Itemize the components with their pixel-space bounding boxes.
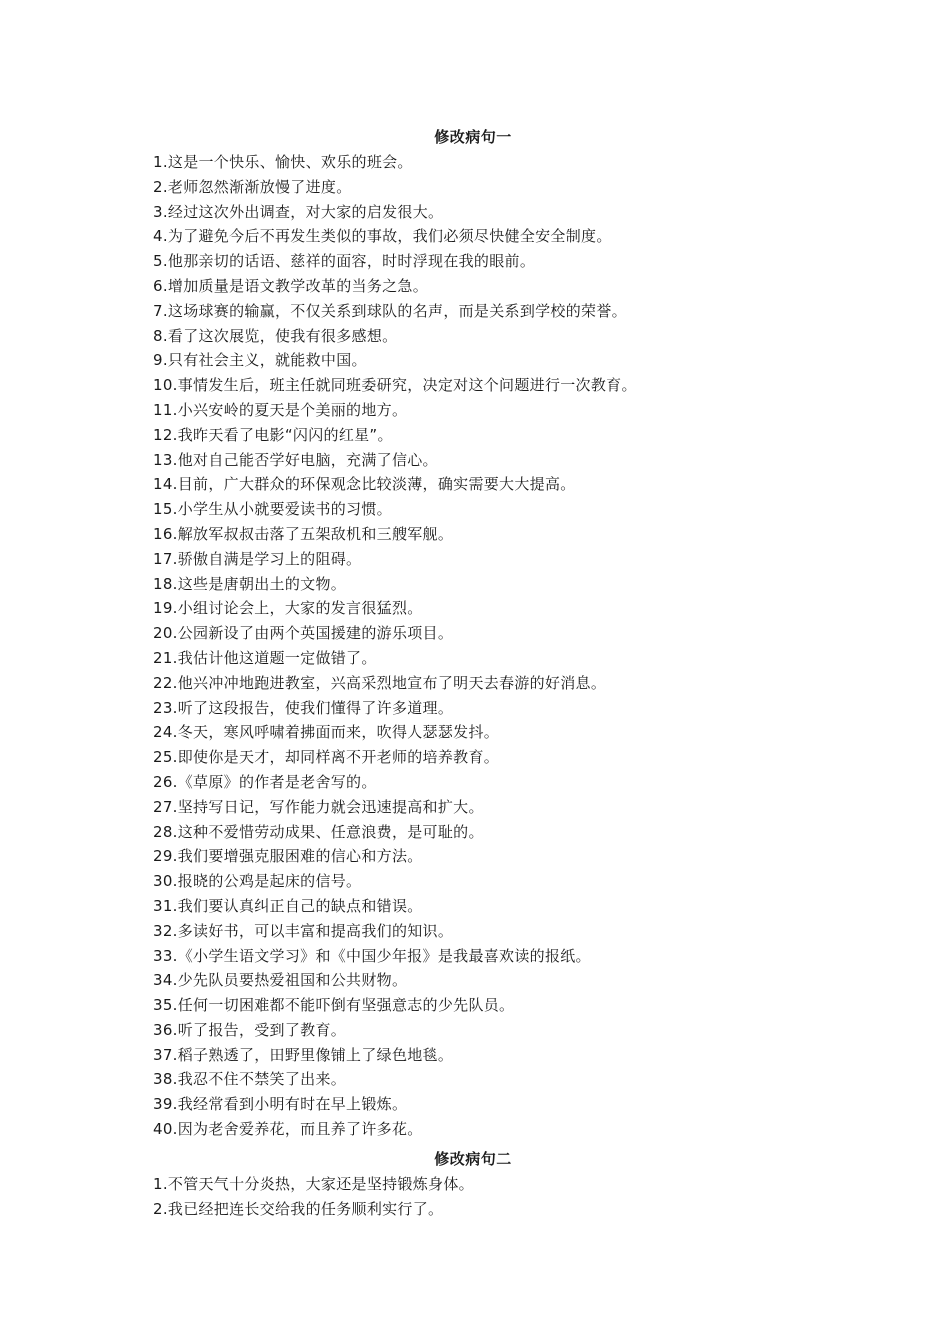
sentence-item: 6.增加质量是语文教学改革的当务之急。: [153, 276, 429, 295]
sentence-item: 13.他对自己能否学好电脑，充满了信心。: [153, 450, 438, 469]
sentence-item: 14.目前，广大群众的环保观念比较淡薄，确实需要大大提高。: [153, 475, 576, 494]
sentence-item: 21.我估计他这道题一定做错了。: [153, 648, 377, 667]
sentence-item: 12.我昨天看了电影“闪闪的红星”。: [153, 425, 393, 444]
sentence-list-1: [153, 150, 793, 1142]
sentence-item: 8.看了这次展览，使我有很多感想。: [153, 326, 398, 345]
sentence-item: 2.老师忽然渐渐放慢了进度。: [153, 177, 352, 196]
sentence-item: 31.我们要认真纠正自己的缺点和错误。: [153, 896, 423, 915]
sentence-item: 3.经过这次外出调查，对大家的启发很大。: [153, 202, 444, 221]
sentence-item: 1.这是一个快乐、愉快、欢乐的班会。: [153, 153, 413, 171]
sentence-item: 17.骄傲自满是学习上的阻碍。: [153, 549, 362, 568]
sentence-item: 10.事情发生后，班主任就同班委研究，决定对这个问题进行一次教育。: [153, 376, 637, 395]
sentence-item: 33.《小学生语文学习》和《中国少年报》是我最喜欢读的报纸。: [153, 946, 591, 965]
sentence-item: 25.即使你是天才，却同样离不开老师的培养教育。: [153, 748, 500, 767]
sentence-item: 34.少先队员要热爱祖国和公共财物。: [153, 971, 408, 990]
sentence-item: 22.他兴冲冲地跑进教室，兴高采烈地宣布了明天去春游的好消息。: [153, 673, 607, 692]
sentence-item: 23.听了这段报告，使我们懂得了许多道理。: [153, 698, 454, 717]
sentence-item: 15.小学生从小就要爱读书的习惯。: [153, 500, 392, 519]
sentence-item: 5.他那亲切的话语、慈祥的面容，时时浮现在我的眼前。: [153, 252, 536, 271]
sentence-item: 4.为了避免今后不再发生类似的事故，我们必须尽快健全安全制度。: [153, 227, 612, 246]
sentence-item: 37.稻子熟透了，田野里像铺上了绿色地毯。: [153, 1045, 454, 1064]
sentence-item: 24.冬天，寒风呼啸着拂面而来，吹得人瑟瑟发抖。: [153, 723, 500, 742]
sentence-item: 29.我们要增强克服困难的信心和方法。: [153, 847, 423, 866]
sentence-item: 32.多读好书，可以丰富和提高我们的知识。: [153, 921, 454, 940]
sentence-item: 26.《草原》的作者是老舍写的。: [153, 772, 377, 791]
sentence-list-2: [153, 1172, 793, 1222]
sentence-item: 19.小组讨论会上，大家的发言很猛烈。: [153, 599, 423, 618]
sentence-item: 11.小兴安岭的夏天是个美丽的地方。: [153, 400, 408, 419]
sentence-item: 27.坚持写日记，写作能力就会迅速提高和扩大。: [153, 797, 484, 816]
sentence-item: 39.我经常看到小明有时在早上锻炼。: [153, 1095, 408, 1114]
section-title-1: 修改病句一: [434, 128, 512, 146]
sentence-item: 16.解放军叔叔击落了五架敌机和三艘军舰。: [153, 524, 454, 543]
sentence-item: 1.不管天气十分炎热，大家还是坚持锻炼身体。: [153, 1175, 474, 1193]
sentence-item: 30.报晓的公鸡是起床的信号。: [153, 872, 362, 891]
sentence-item: 35.任何一切困难都不能吓倒有坚强意志的少先队员。: [153, 996, 515, 1015]
sentence-item: 36.听了报告，受到了教育。: [153, 1020, 347, 1039]
sentence-item: 2.我已经把连长交给我的任务顺利实行了。: [153, 1199, 444, 1218]
sentence-item: 20.公园新设了由两个英国援建的游乐项目。: [153, 624, 454, 643]
sentence-item: 40.因为老舍爱养花，而且养了许多花。: [153, 1120, 423, 1139]
section-title-2: 修改病句二: [434, 1150, 512, 1168]
sentence-item: 18.这些是唐朝出土的文物。: [153, 574, 347, 593]
sentence-item: 38.我忍不住不禁笑了出来。: [153, 1070, 347, 1089]
sentence-item: 9.只有社会主义，就能救中国。: [153, 351, 367, 370]
sentence-item: 7.这场球赛的输赢，不仅关系到球队的名声，而是关系到学校的荣誉。: [153, 301, 627, 320]
sentence-item: 28.这种不爱惜劳动成果、任意浪费，是可耻的。: [153, 822, 484, 841]
